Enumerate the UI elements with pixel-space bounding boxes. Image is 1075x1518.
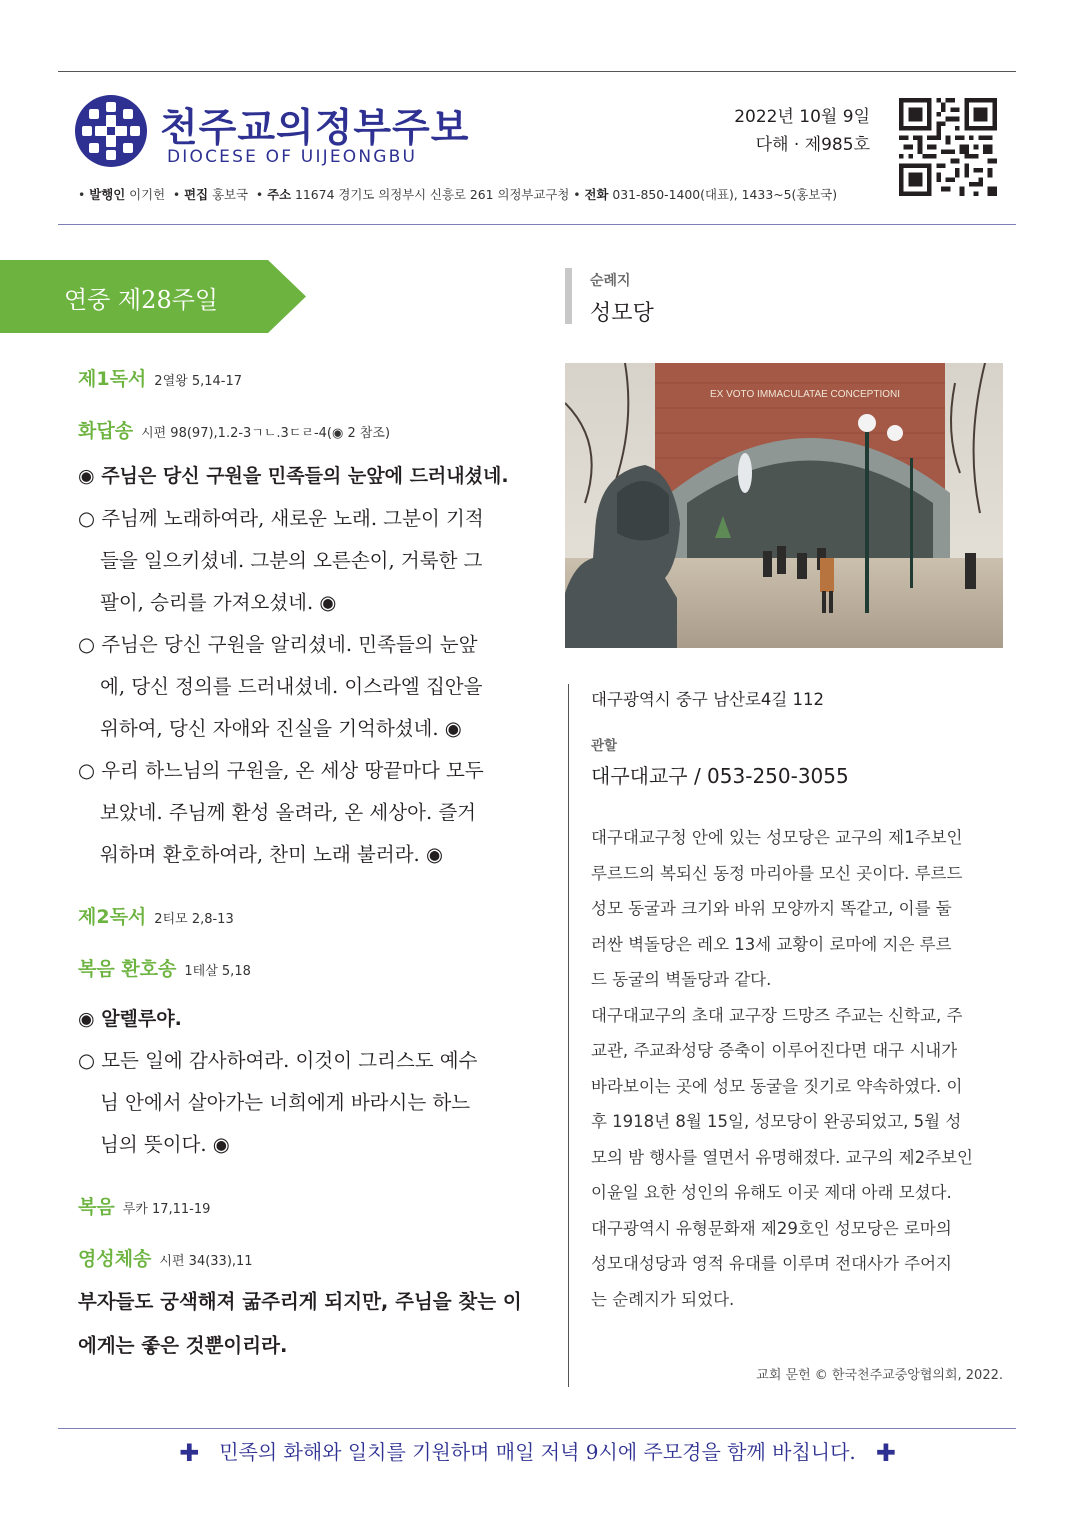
psalm-label: 화답송 [78, 420, 134, 442]
footer-rule [58, 1428, 1016, 1429]
cross-icon: ✚ [179, 1439, 200, 1467]
footer-prayer [0, 1436, 1075, 1467]
alleluia-verse-line: 님의 뜻이다. ◉ [100, 1133, 230, 1156]
publisher-info: • 발행인 이기헌 • 편집 홍보국 • 주소 11674 경기도 의정부시 신흥로 261 의정부교구청 • 전화 031-850-1400(대표), 1433~5(홍보국) [78, 187, 838, 202]
psalm-verse-line: ○ 주님은 당신 구원을 알리셨네. 민족들의 눈앞 [78, 633, 478, 656]
newsletter-subtitle: DIOCESE OF UIJEONGBU [167, 147, 418, 167]
sunday-banner [0, 260, 306, 333]
reading2-ref: 2티모 2,8-13 [154, 912, 234, 927]
issue-date: 2022년 10월 9일 [734, 107, 870, 127]
address-label: 주소 [267, 187, 292, 202]
qr-code-icon[interactable] [899, 98, 997, 196]
description-line: 드 동굴의 벽돌당과 같다. [591, 970, 772, 989]
publisher-label: 발행인 [89, 187, 126, 202]
alleluia-verse-line: ○ 모든 일에 감사하여라. 이것이 그리스도 예수 [78, 1049, 478, 1072]
description-line: 이윤일 요한 성인의 유해도 이곳 제대 아래 모셨다. [591, 1183, 952, 1202]
communion-line: 에게는 좋은 것뿐이리라. [78, 1334, 288, 1357]
header-rule [58, 224, 1016, 225]
description-line: 대구광역시 유형문화재 제29호인 성모당은 로마의 [591, 1218, 952, 1238]
top-rule [58, 71, 1016, 72]
description-line: 루르드의 복되신 동정 마리아를 모신 곳이다. 루르드 [591, 863, 963, 883]
psalm-verse-line: 위하여, 당신 자애와 진실을 기억하셨네. ◉ [100, 717, 462, 740]
reading1-heading [78, 364, 242, 391]
psalm-ref: 시편 98(97),1.2-3ㄱㄴ.3ㄷㄹ-4(◉ 2 참조) [141, 426, 391, 441]
jurisdiction-value: 대구대교구 / 053-250-3055 [591, 764, 849, 788]
description-line: 성모 동굴과 크기와 바위 모양까지 똑같고, 이를 둘 [591, 899, 952, 918]
communion-antiphon [78, 1280, 522, 1368]
communion-label: 영성체송 [78, 1248, 152, 1270]
alleluia-verse-line: 님 안에서 살아가는 너희에게 바라시는 하느 [100, 1091, 471, 1114]
description-line: 는 순례지가 되었다. [591, 1289, 735, 1309]
pilgrimage-label: 순례지 [590, 273, 631, 289]
gospel-label: 복음 [78, 1196, 115, 1218]
pilgrimage-name: 성모당 [590, 301, 654, 326]
issue-number: 다해 · 제985호 [755, 135, 870, 155]
diocese-logo-icon [75, 95, 147, 167]
shrine-photo [565, 363, 1003, 648]
publisher-value: 이기헌 [129, 187, 166, 202]
psalm-heading [78, 416, 390, 443]
gospel-heading [78, 1192, 210, 1219]
pilgrimage-accent-bar [565, 268, 572, 324]
psalm-verse-line: 팔이, 승리를 가져오셨네. ◉ [100, 591, 337, 614]
description-line: 교관, 주교좌성당 증축이 이루어진다면 대구 시내가 [591, 1041, 958, 1060]
alleluia-heading [78, 954, 251, 981]
psalm-verse-line: ○ 주님께 노래하여라, 새로운 노래. 그분이 기적 [78, 507, 484, 530]
description-line: 러싼 벽돌당은 레오 13세 교황이 로마에 지은 루르 [591, 934, 952, 954]
communion-line: 부자들도 궁색해져 굶주리게 되지만, 주님을 찾는 이 [78, 1290, 522, 1313]
footer-text: 민족의 화해와 일치를 기원하며 매일 저녁 9시에 주모경을 함께 바칩니다. [219, 1440, 856, 1464]
pilgrimage-address: 대구광역시 중구 남산로4길 112 [591, 690, 825, 709]
psalm-verse-line: 들을 일으키셨네. 그분의 오른손이, 거룩한 그 [100, 549, 483, 572]
alleluia-label: 복음 환호송 [78, 958, 177, 980]
cross-icon: ✚ [875, 1439, 896, 1467]
reading1-label: 제1독서 [78, 368, 147, 390]
alleluia-response: ◉ 알렐루야. [78, 1008, 182, 1030]
reading2-label: 제2독서 [78, 906, 147, 928]
editor-label: 편집 [184, 187, 209, 202]
right-column-rule [568, 684, 569, 1387]
editor-value: 홍보국 [212, 187, 248, 202]
reading2-heading [78, 902, 234, 929]
psalm-verse-line: 에, 당신 정의를 드러내셨네. 이스라엘 집안을 [100, 675, 483, 698]
alleluia-verses [78, 1040, 538, 1166]
reading1-ref: 2열왕 5,14-17 [154, 374, 242, 389]
alleluia-ref: 1테살 5,18 [184, 964, 251, 979]
description-line: 대구대교구의 초대 교구장 드망즈 주교는 신학교, 주 [591, 1005, 963, 1025]
communion-ref: 시편 34(33),11 [159, 1254, 253, 1269]
address-value: 11674 경기도 의정부시 신흥로 261 의정부교구청 [295, 187, 570, 202]
description-line: 대구대교구청 안에 있는 성모당은 교구의 제1주보인 [591, 828, 963, 847]
psalm-verse-line: 보았네. 주님께 환성 올려라, 온 세상아. 즐거 [100, 801, 477, 824]
pilgrimage-description [591, 820, 1003, 1317]
phone-label: 전화 [584, 187, 609, 202]
psalm-verses [78, 498, 538, 876]
description-line: 성모대성당과 영적 유대를 이루며 전대사가 주어지 [591, 1254, 952, 1273]
psalm-verse-line: ○ 우리 하느님의 구원을, 온 세상 땅끝마다 모두 [78, 759, 484, 782]
issue-date-block [700, 103, 870, 159]
shrine-inscription: EX VOTO IMMACULATAE CONCEPTIONI [709, 389, 901, 400]
jurisdiction-label: 관할 [591, 738, 618, 754]
newsletter-title: 천주교의정부주보 [160, 106, 470, 151]
gospel-ref: 루카 17,11-19 [122, 1202, 211, 1217]
phone-value: 031-850-1400(대표), 1433~5(홍보국) [612, 187, 838, 202]
psalm-response: ◉ 주님은 당신 구원을 민족들의 눈앞에 드러내셨네. [78, 465, 509, 487]
sunday-title: 연중 제28주일 [64, 286, 219, 314]
description-line: 모의 밤 행사를 열면서 유명해졌다. 교구의 제2주보인 [591, 1147, 973, 1167]
copyright-note: 교회 문헌 © 한국천주교중앙협의회, 2022. [756, 1368, 1003, 1383]
communion-heading [78, 1244, 253, 1271]
description-line: 바라보이는 곳에 성모 동굴을 짓기로 약속하였다. 이 [591, 1076, 963, 1096]
description-line: 후 1918년 8월 15일, 성모당이 완공되었고, 5월 성 [591, 1112, 962, 1131]
psalm-verse-line: 워하며 환호하여라, 찬미 노래 불러라. ◉ [100, 843, 443, 866]
